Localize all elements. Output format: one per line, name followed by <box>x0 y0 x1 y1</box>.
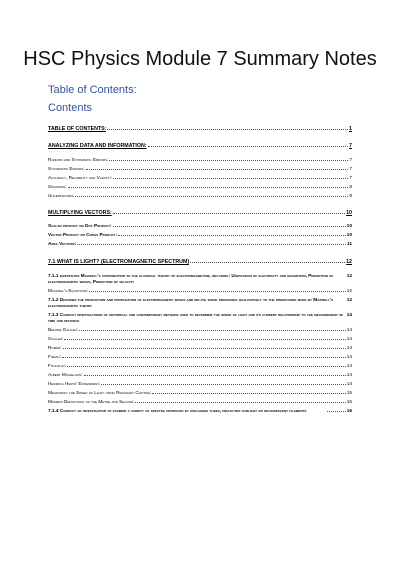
toc-entry-scalar-product[interactable] <box>48 224 352 230</box>
toc-entry-modern-definitions[interactable] <box>48 399 352 405</box>
toc-entry-label: Foucault: <box>48 363 67 368</box>
toc-entry-page: 7 <box>349 157 352 162</box>
toc-entry-label: MULTIPLYING VECTORS: <box>48 210 112 216</box>
toc-entry-page: 12 <box>346 273 352 278</box>
toc-entry-page: 14 <box>346 363 352 368</box>
dot-leader <box>63 347 346 349</box>
toc-entry-label: Systematic Errors: <box>48 166 85 171</box>
toc-entry-label: Scalar product or Dot Product: <box>48 224 112 229</box>
toc-entry-label: Vector Product or Cross Product: <box>48 233 118 238</box>
toc-entry-label: Area Vectors: <box>48 242 77 247</box>
toc-entry-random-errors[interactable] <box>48 157 352 163</box>
dot-leader <box>148 145 348 147</box>
toc-entry-albert-michelson[interactable] <box>48 372 352 378</box>
toc-entry-page: 10 <box>346 224 352 229</box>
dot-leader <box>86 168 349 170</box>
toc-entry-7-1-2[interactable] <box>48 297 352 309</box>
dot-leader <box>109 159 348 161</box>
dot-leader <box>327 410 346 412</box>
toc-entry-page: 14 <box>346 354 352 359</box>
toc-entry-label: 7.1.4 Conduct an investigation to examine a variety of spectra produced by discharge tubes, reflected sunlight or incandescent filaments <box>48 408 307 413</box>
toc-entry-label: Albert Michelson: <box>48 372 83 377</box>
toc-entry-foucault[interactable] <box>48 363 352 369</box>
toc-entry-label: Modern Definitions of the Metre and Second: <box>48 399 135 404</box>
toc-entry-page: 8 <box>349 184 352 189</box>
toc-entry-vector-product[interactable] <box>48 233 352 239</box>
dot-leader <box>84 374 346 376</box>
dot-leader <box>118 234 346 236</box>
document-title: HSC Physics Module 7 Summary Notes <box>23 48 377 70</box>
dot-leader <box>77 243 346 245</box>
dot-leader <box>113 177 348 179</box>
toc-entry-label: 7.1.2 Describe the production and propagation of electromagnetic waves and relate these processes qualitatively to the predictions made by Maxwell’s electromagnetic theory <box>48 297 334 308</box>
dot-leader <box>79 329 346 331</box>
contents-heading: Contents <box>48 102 93 114</box>
toc-entry-graphing[interactable] <box>48 184 352 190</box>
toc-entry-page: 7 <box>349 175 352 180</box>
toc-entry-accuracy[interactable] <box>48 175 352 181</box>
table-of-contents <box>48 126 352 414</box>
toc-entry-label: Galileo: <box>48 336 64 341</box>
toc-entry-label: ANALYZING DATA AND INFORMATION: <box>48 143 147 149</box>
toc-entry-page: 14 <box>346 336 352 341</box>
toc-entry-page: 16 <box>346 408 352 413</box>
toc-entry-page: 14 <box>346 345 352 350</box>
toc-entry-before-galileo[interactable] <box>48 327 352 333</box>
toc-entry-page: 14 <box>346 381 352 386</box>
toc-entry-label: Accuracy, Reliability and Validity: <box>48 175 113 180</box>
toc-entry-page: 14 <box>346 312 352 317</box>
toc-entry-7-1-3[interactable] <box>48 312 352 324</box>
toc-entry-label: TABLE OF CONTENTS: <box>48 126 107 132</box>
dot-leader <box>152 392 345 394</box>
toc-entry-7-1-4[interactable] <box>48 408 352 414</box>
toc-entry-page: 11 <box>346 242 352 247</box>
toc-entry-page: 14 <box>346 372 352 377</box>
dot-leader <box>135 401 345 403</box>
toc-entry-page: 14 <box>346 327 352 332</box>
toc-entry-systematic-errors[interactable] <box>48 166 352 172</box>
toc-entry-label: 7.1.1 investigate Maxwell’s contribution to the classical theory of electromagnetism, including: Unification of electricity and magnetism, Prediction of electromagnetic waves, Prediction of velocity <box>48 273 334 284</box>
toc-entry-7-1-1[interactable] <box>48 273 352 285</box>
dot-leader <box>62 356 346 358</box>
toc-entry-page: 15 <box>346 390 352 395</box>
dot-leader <box>89 290 345 292</box>
toc-entry-label: Graphing: <box>48 184 67 189</box>
toc-entry-page: 7 <box>349 143 352 149</box>
toc-entry-romer[interactable] <box>48 345 352 351</box>
toc-entry-label: Romer: <box>48 345 62 350</box>
toc-entry-page: 12 <box>346 288 352 293</box>
toc-entry-page: 1 <box>349 126 352 132</box>
dot-leader <box>101 383 345 385</box>
dot-leader <box>67 365 346 367</box>
toc-entry-label: Heinrich Hertz’ Experiment: <box>48 381 101 386</box>
dot-leader <box>68 186 349 188</box>
toc-entry-label: Fizeau: <box>48 354 62 359</box>
toc-entry-page: 12 <box>346 259 352 265</box>
dot-leader <box>113 212 345 214</box>
toc-entry-label: Maxwell’s Equations: <box>48 288 89 293</box>
dot-leader <box>64 338 345 340</box>
toc-entry-page: 12 <box>346 297 352 302</box>
toc-entry-label: Before Galileo: <box>48 327 79 332</box>
dot-leader <box>113 225 346 227</box>
toc-entry-page: 9 <box>349 193 352 198</box>
toc-entry-heinrich-hertz[interactable] <box>48 381 352 387</box>
toc-entry-maxwells-equations[interactable] <box>48 288 352 294</box>
toc-entry-page: 7 <box>349 166 352 171</box>
toc-entry-fizeau[interactable] <box>48 354 352 360</box>
toc-entry-galileo[interactable] <box>48 336 352 342</box>
toc-entry-page: 10 <box>346 210 352 216</box>
toc-entry-resonant-cavities[interactable] <box>48 390 352 396</box>
toc-entry-label: Measuring the Speed of Light using Resonant Cavities: <box>48 390 152 395</box>
dot-leader <box>190 261 345 263</box>
toc-entry-label: 7.1.3 Conduct investigations of historical and contemporary methods used to determine the speed of light and its current relationship to the measurement of time and distance <box>48 312 344 323</box>
toc-entry-label: Random and Systematic Errors: <box>48 157 109 162</box>
toc-entry-page: 15 <box>346 399 352 404</box>
toc-entry-label: 7.1 WHAT IS LIGHT? (ELECTROMAGNETIC SPECTRUM) <box>48 259 190 265</box>
dot-leader <box>75 195 348 197</box>
dot-leader <box>107 128 348 130</box>
toc-entry-page: 10 <box>346 233 352 238</box>
toc-heading: Table of Contents: <box>48 84 137 96</box>
toc-entry-label: Uncertainties: <box>48 193 75 198</box>
